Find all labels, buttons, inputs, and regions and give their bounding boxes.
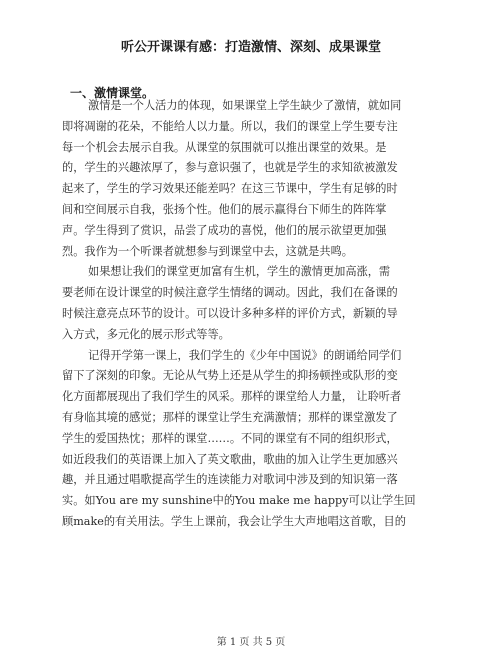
text-line: 如近段我们的英语课上加入了英文歌曲，歌曲的加入让学生更加感兴 xyxy=(62,452,398,466)
section-heading: 一、激情课堂。 xyxy=(70,86,155,100)
text-line: 每一个机会去展示自我。从课堂的氛围就可以推出课堂的效果。是 xyxy=(62,140,387,154)
page-footer: 第 1 页 共 5 页 xyxy=(216,637,286,648)
text-line: 要老师在设计课堂的时候注意学生情绪的调动。因此，我们在备课的 xyxy=(62,286,398,300)
text-line: 起来了，学生的学习效果还能差吗？在这三节课中，学生有足够的时 xyxy=(62,182,398,196)
text-line: 有身临其境的感觉；那样的课堂让学生充满激情；那样的课堂激发了 xyxy=(62,410,398,424)
text-line: 记得开学第一课上，我们学生的《少年中国说》的朗诵给同学们 xyxy=(88,348,402,362)
text-line: 入方式，多元化的展示形式等等。 xyxy=(62,327,230,341)
document-title: 听公开课课有感：打造激情、深刻、成果课堂 xyxy=(120,40,381,55)
text-line: 趣，并且通过唱歌提高学生的连读能力对歌词中涉及到的知识第一落 xyxy=(62,473,398,487)
text-line: 间和空间展示自我，张扬个性。他们的展示赢得台下师生的阵阵掌 xyxy=(62,202,387,216)
text-line: 如果想让我们的课堂更加富有生机，学生的激情更加高涨，需 xyxy=(88,265,391,279)
text-line: 即将凋谢的花朵，不能给人以力量。所以，我们的课堂上学生要专注 xyxy=(62,119,398,133)
text-line: 激情是一个人活力的体现，如果课堂上学生缺少了激情，就如同 xyxy=(88,99,402,112)
text-line: 化方面都展现出了我们学生的风采。那样的课堂给人力量， 让聆听者 xyxy=(62,390,402,404)
text-line: 顾make的有关用法。学生上课前，我会让学生大声地唱这首歌，目的 xyxy=(62,514,406,528)
text-line: 的，学生的兴趣浓厚了，参与意识强了，也就是学生的求知欲被激发 xyxy=(62,161,398,175)
text-line: 声。学生得到了赏识，品尝了成功的喜悦，他们的展示欲望更加强 xyxy=(62,223,387,237)
text-line: 学生的爱国热忱；那样的课堂……。不同的课堂有不同的组织形式， xyxy=(62,431,398,445)
text-line: 实。如You are my sunshine中的You make me happy可以让学生回 xyxy=(62,494,416,508)
body-text xyxy=(62,96,442,533)
text-line: 烈。我作为一个听课者就想参与到课堂中去，这就是共鸣。 xyxy=(62,244,353,258)
text-line: 留下了深刻的印象。无论从气势上还是从学生的抑扬顿挫或队形的变 xyxy=(62,369,398,383)
text-line: 时候注意亮点环节的设计。可以设计多种多样的评价方式，新颖的导 xyxy=(62,306,398,320)
